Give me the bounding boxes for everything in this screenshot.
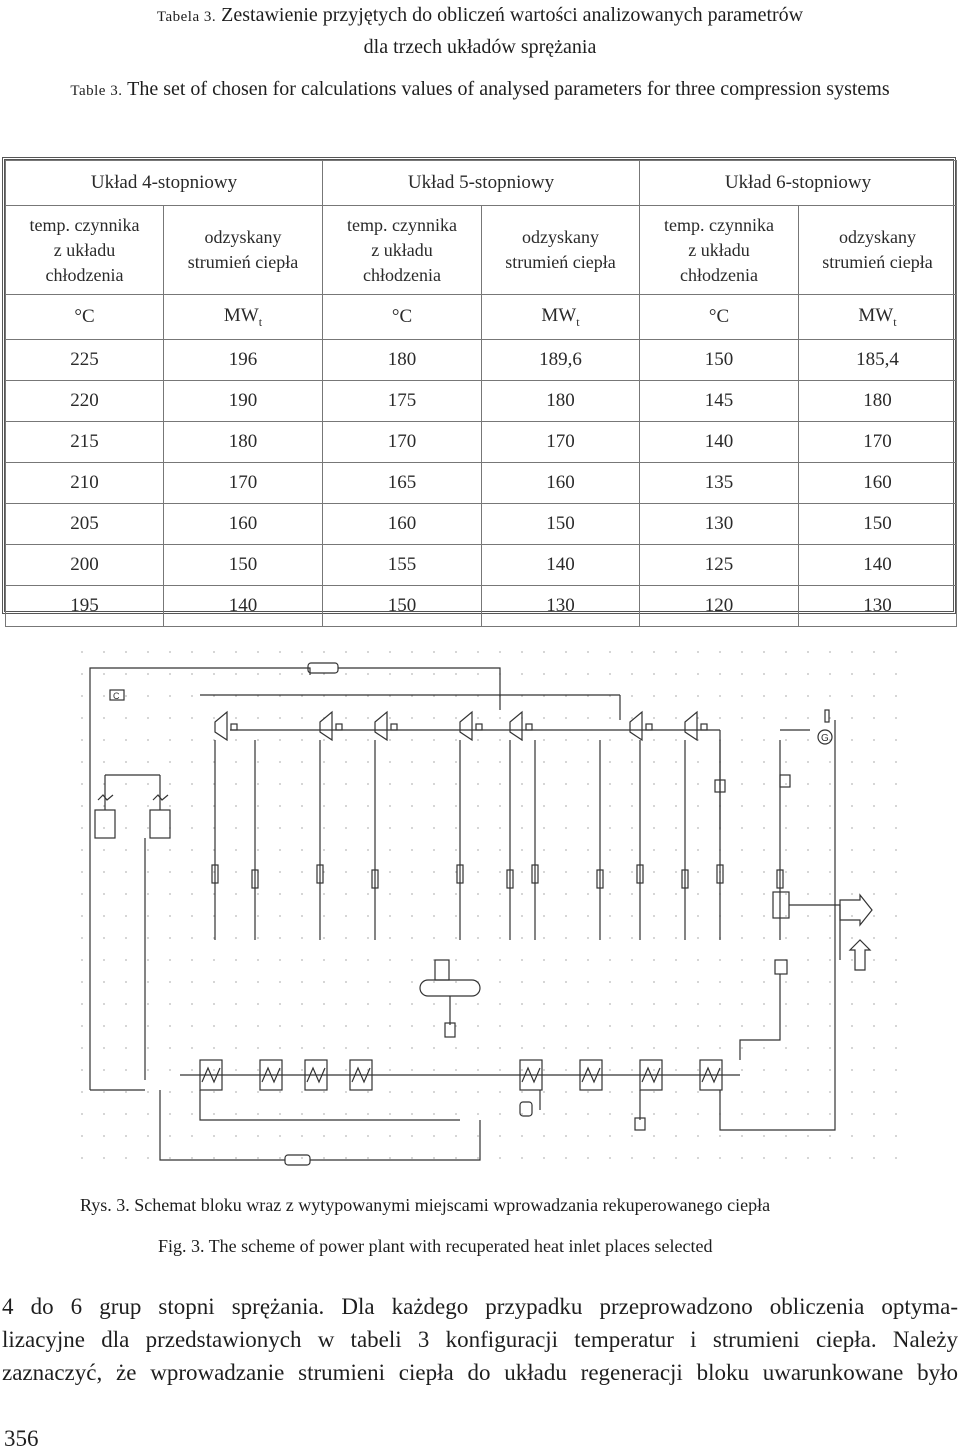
table-row bbox=[6, 340, 957, 381]
col-header-heat: odzyskany strumień ciepła bbox=[799, 206, 957, 295]
table-caption-en-line2: systems bbox=[826, 78, 890, 100]
unit-mw: $MW_t$ bbox=[164, 295, 323, 340]
unit-temp: °C bbox=[640, 295, 799, 340]
group-header-4: Układ 4-stopniowy bbox=[6, 161, 323, 206]
body-line: 4 do 6 grup stopni sprężania. Dla każdego przypadku przeprowadzono obliczenia optyma- bbox=[2, 1294, 958, 1319]
table-cell: 150 bbox=[640, 340, 799, 381]
table-cell: 170 bbox=[482, 422, 640, 463]
table-row bbox=[6, 381, 957, 422]
table-row bbox=[6, 422, 957, 463]
table-cell: 180 bbox=[799, 381, 957, 422]
body-paragraph bbox=[2, 1290, 958, 1389]
table-cell: 180 bbox=[323, 340, 482, 381]
table-cell: 190 bbox=[164, 381, 323, 422]
table-cell: 180 bbox=[164, 422, 323, 463]
unit-temp: °C bbox=[6, 295, 164, 340]
group-header-6: Układ 6-stopniowy bbox=[640, 161, 957, 206]
table-cell: 155 bbox=[323, 545, 482, 586]
table-cell: 220 bbox=[6, 381, 164, 422]
table-row bbox=[6, 463, 957, 504]
table-cell: 140 bbox=[482, 545, 640, 586]
table-cell: 160 bbox=[482, 463, 640, 504]
group-header-5: Układ 5-stopniowy bbox=[323, 161, 640, 206]
table-label-en: Table 3. bbox=[70, 83, 123, 99]
parameters-table bbox=[2, 157, 956, 614]
table-cell: 225 bbox=[6, 340, 164, 381]
table-cell: 189,6 bbox=[482, 340, 640, 381]
table-label-pl: Tabela 3. bbox=[156, 9, 217, 25]
table-cell: 195 bbox=[6, 586, 164, 627]
table-cell: 120 bbox=[640, 586, 799, 627]
table-cell: 160 bbox=[323, 504, 482, 545]
table-cell: 150 bbox=[323, 586, 482, 627]
page-number: 356 bbox=[4, 1426, 39, 1451]
table-cell: 125 bbox=[640, 545, 799, 586]
table-cell: 200 bbox=[6, 545, 164, 586]
table-cell: 210 bbox=[6, 463, 164, 504]
table-cell: 140 bbox=[799, 545, 957, 586]
col-header-temp: temp. czynnika z układu chłodzenia bbox=[323, 206, 482, 295]
table-cell: 160 bbox=[164, 504, 323, 545]
table-caption-pl-line2: dla trzech układów sprężania bbox=[363, 36, 597, 58]
figure-caption-en: Fig. 3. The scheme of power plant with recuperated heat inlet places selected bbox=[158, 1236, 713, 1256]
table-cell: 165 bbox=[323, 463, 482, 504]
table-cell: 150 bbox=[482, 504, 640, 545]
table-cell: 140 bbox=[640, 422, 799, 463]
condenser-label: C bbox=[113, 691, 120, 701]
table-cell: 130 bbox=[640, 504, 799, 545]
table-cell: 180 bbox=[482, 381, 640, 422]
unit-temp: °C bbox=[323, 295, 482, 340]
table-row bbox=[6, 504, 957, 545]
col-header-temp: temp. czynnika z układu chłodzenia bbox=[640, 206, 799, 295]
table-cell: 175 bbox=[323, 381, 482, 422]
table-cell: 185,4 bbox=[799, 340, 957, 381]
figure-caption-pl: Rys. 3. Schemat bloku wraz z wytypowanymi miejscami wprowadzania rekuperowanego ciepła bbox=[80, 1195, 771, 1215]
table-cell: 196 bbox=[164, 340, 323, 381]
power-plant-scheme bbox=[80, 650, 910, 1170]
table-cell: 215 bbox=[6, 422, 164, 463]
table-caption-en bbox=[0, 74, 960, 106]
table-row bbox=[6, 545, 957, 586]
table-caption-pl-line1: Zestawienie przyjętych do obliczeń wartości analizowanych parametrów bbox=[221, 4, 804, 26]
table-cell: 205 bbox=[6, 504, 164, 545]
table-cell: 150 bbox=[799, 504, 957, 545]
col-header-heat: odzyskany strumień ciepła bbox=[164, 206, 323, 295]
col-header-temp: temp. czynnika z układu chłodzenia bbox=[6, 206, 164, 295]
generator-label: G bbox=[821, 733, 829, 744]
body-line: zaznaczyć, że wprowadzanie strumieni ciepła do układu regeneracji bloku uwarunkowane było bbox=[2, 1360, 958, 1385]
unit-mw: $MW_t$ bbox=[482, 295, 640, 340]
table-caption-en-line1: The set of chosen for calculations values of analysed parameters for three compression bbox=[127, 78, 822, 100]
table-caption-pl bbox=[0, 0, 960, 62]
table-row bbox=[6, 586, 957, 627]
table-cell: 160 bbox=[799, 463, 957, 504]
table-cell: 130 bbox=[482, 586, 640, 627]
table-cell: 140 bbox=[164, 586, 323, 627]
table-cell: 130 bbox=[799, 586, 957, 627]
table-cell: 145 bbox=[640, 381, 799, 422]
unit-mw: $MW_t$ bbox=[799, 295, 957, 340]
col-header-heat: odzyskany strumień ciepła bbox=[482, 206, 640, 295]
grid-background bbox=[80, 650, 910, 1170]
table-cell: 170 bbox=[323, 422, 482, 463]
table-cell: 135 bbox=[640, 463, 799, 504]
table-cell: 170 bbox=[799, 422, 957, 463]
body-line: lizacyjne dla przedstawionych w tabeli 3 konfiguracji temperatur i strumieni ciepła. Należy bbox=[2, 1327, 958, 1352]
table-cell: 170 bbox=[164, 463, 323, 504]
table-cell: 150 bbox=[164, 545, 323, 586]
